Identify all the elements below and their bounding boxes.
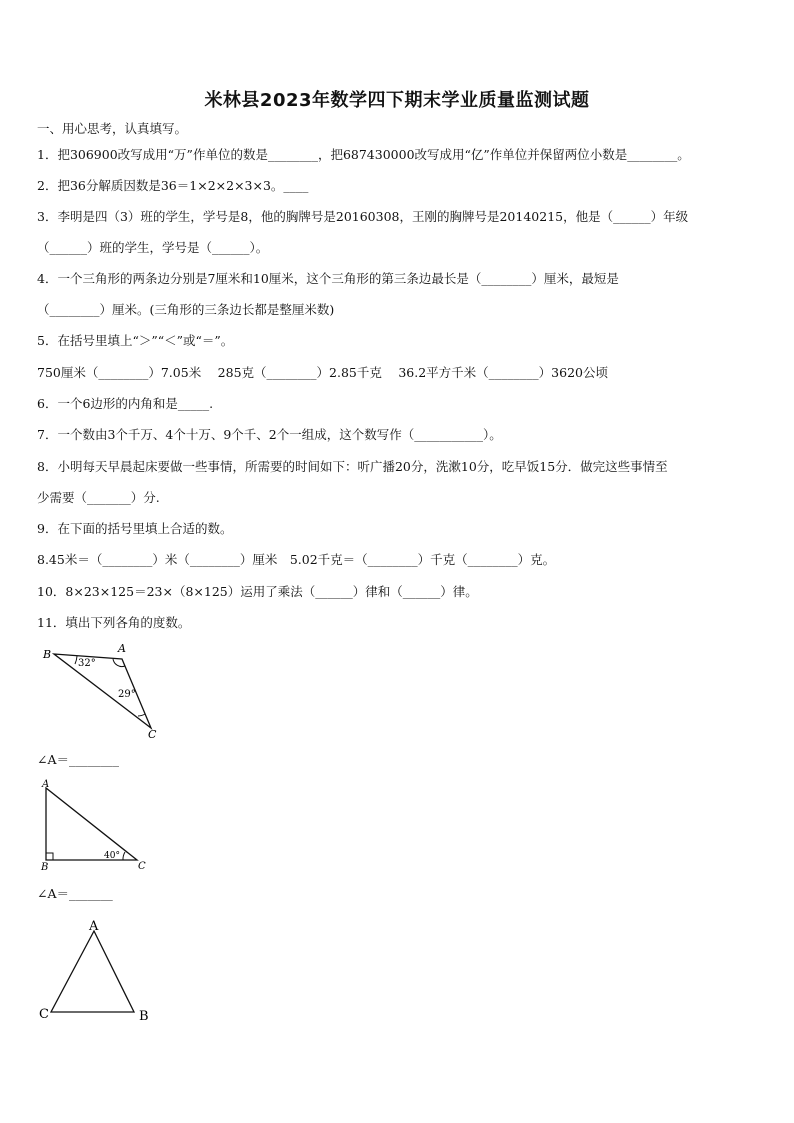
question-1: 1．把306900改写成用“万”作单位的数是________，把687430000改写成用“亿”作单位并保留两位小数是________。 xyxy=(37,147,690,162)
triangle-figure-2 xyxy=(37,778,157,873)
question-2: 2．把36分解质因数是36＝1×2×2×3×3。____ xyxy=(37,178,309,193)
question-5: 5．在括号里填上“＞”“＜”或“＝”。 xyxy=(37,333,234,348)
triangle-figure-1 xyxy=(37,640,167,740)
vertex-label-c: C xyxy=(148,728,157,740)
answer-angle-a-1: ∠A＝________ xyxy=(37,752,120,767)
angle-arc-b xyxy=(75,656,77,664)
question-11: 11．填出下列各角的度数。 xyxy=(37,615,191,630)
question-8-line2: 少需要（_______）分. xyxy=(37,490,160,505)
angle-label-29: 29° xyxy=(118,689,136,700)
vertex-label-a3: A xyxy=(89,919,99,934)
question-3-line1: 3．李明是四（3）班的学生，学号是8，他的胸牌号是20160308，王刚的胸牌号是20140215，他是（______）年级 xyxy=(37,209,689,224)
angle-label-32: 32° xyxy=(78,658,96,669)
vertex-label-a2: A xyxy=(42,779,50,790)
question-9-items: 8.45米＝（________）米（________）厘米 5.02千克＝（________）千克（________）克。 xyxy=(37,552,556,567)
question-4-line1: 4．一个三角形的两条边分别是7厘米和10厘米，这个三角形的第三条边最长是（________）厘米，最短是 xyxy=(37,271,619,286)
vertex-label-b: B xyxy=(43,648,52,661)
vertex-label-c3: C xyxy=(39,1007,49,1022)
question-7: 7．一个数由3个千万、4个十万、9个千、2个一组成，这个数写作（___________）。 xyxy=(37,427,502,442)
vertex-label-b2: B xyxy=(41,862,49,873)
question-6: 6．一个6边形的内角和是_____. xyxy=(37,396,214,411)
vertex-label-c2: C xyxy=(138,861,146,872)
vertex-label-b3: B xyxy=(139,1009,149,1024)
question-3-line2: （______）班的学生，学号是（______）。 xyxy=(37,240,269,255)
triangle-figure-3 xyxy=(37,915,162,1025)
triangle-1-shape xyxy=(54,654,151,728)
section-heading: 一、用心思考，认真填写。 xyxy=(37,121,188,136)
triangle-3-shape xyxy=(51,931,134,1012)
vertex-label-a: A xyxy=(118,642,126,655)
right-angle-marker xyxy=(46,853,53,860)
question-9: 9．在下面的括号里填上合适的数。 xyxy=(37,521,233,536)
answer-angle-a-2: ∠A＝_______ xyxy=(37,886,113,901)
angle-label-40: 40° xyxy=(104,851,120,861)
question-4-line2: （________）厘米。(三角形的三条边长都是整厘米数) xyxy=(37,302,335,317)
triangle-2-shape xyxy=(46,788,137,860)
angle-arc-c2 xyxy=(123,852,125,860)
question-10: 10．8×23×125＝23×（8×125）运用了乘法（______）律和（______）律。 xyxy=(37,584,478,599)
question-8-line1: 8．小明每天早晨起床要做一些事情，所需要的时间如下：听广播20分，洗漱10分，吃早饭15分．做完这些事情至 xyxy=(37,459,668,474)
page-title: 米林县2023年数学四下期末学业质量监测试题 xyxy=(204,90,590,111)
question-5-items: 750厘米（________）7.05米 285克（________）2.85千克 36.2平方千米（________）3620公顷 xyxy=(37,365,608,380)
angle-arc-c xyxy=(138,714,145,716)
